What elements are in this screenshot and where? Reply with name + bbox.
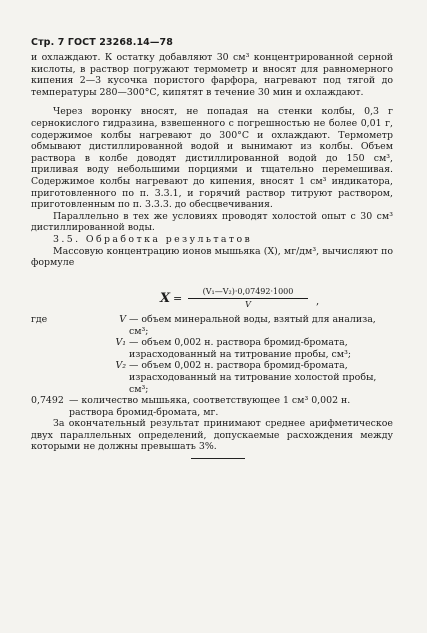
variable-definitions — [31, 314, 393, 418]
definition-text: — объем минеральной воды, взятый для анализа, см³; — [129, 314, 376, 337]
paragraph-cooling: и охлаждают. К остатку добавляют 30 см³ концентрированной серной кислоты, в раствор погружают термометр и вносят для равномерного кипения 2—3 кусочка пористого фарфора, нагревают под тягой до температуры 280—300°С, кипятят в течение 30 мин и охлаждают. — [31, 52, 393, 98]
paragraph-formula-intro: Массовую концентрацию ионов мышьяка (X), мг/дм³, вычисляют по формуле — [31, 245, 393, 269]
definition-symbol: V₂ — [115, 360, 126, 372]
paragraph-blank-test: Параллельно в тех же условиях проводят холостой опыт с 30 см³ дистиллированной воды. — [31, 210, 393, 234]
formula-comma: , — [316, 296, 320, 307]
definition-constant — [31, 395, 393, 418]
definition-symbol: V — [119, 314, 126, 325]
end-of-text-rule — [191, 458, 245, 459]
section-heading-results: 3.5. Обработка результатов — [53, 233, 253, 245]
definition-symbol: V₁ — [115, 337, 126, 349]
definition-symbol: 0,7492 — [31, 395, 64, 407]
body-text-conclusion — [31, 418, 393, 453]
paragraph-final-result: За окончательный результат принимают среднее арифметическое двух параллельных определений, допускаемые расхождения между которыми не должны превышать 3%. — [31, 418, 393, 453]
definition-v2 — [31, 360, 393, 395]
definition-v1 — [31, 337, 393, 360]
fraction-bar — [188, 298, 308, 299]
definition-text: — объем 0,002 н. раствора бромид-бромата, израсходованный на титрование холостой пробы, см³; — [129, 360, 377, 395]
body-text-upper — [31, 52, 393, 269]
definition-prefix: где — [31, 314, 48, 325]
definition-text: — количество мышьяка, соответствующее 1 см³ 0,002 н. раствора бромид-бромата, мг. — [69, 395, 351, 418]
formula-fraction — [188, 286, 308, 310]
formula-denominator: V — [245, 300, 251, 309]
formula-numerator: (V₁—V₂)·0,07492·1000 — [202, 287, 294, 296]
definition-text: — объем 0,002 н. раствора бромид-бромата, израсходованный на титрование пробы, см³; — [129, 337, 352, 360]
definition-v — [31, 314, 393, 337]
formula-lhs: X — [160, 291, 171, 306]
formula-equals: = — [173, 292, 183, 305]
arsenic-formula — [160, 286, 320, 314]
running-header: Стр. 7 ГОСТ 23268.14—78 — [31, 37, 173, 48]
paragraph-hydrazine: Через воронку вносят, не попадая на стенки колбы, 0,3 г сернокислого гидразина, взвешенного с погрешностью не более 0,01 г, содержимое колбы нагревают до 300°С и охлаждают. Термометр обмывают дистиллированной водой и вынимают из колбы. Объем раствора в колбе доводят дистиллированной водой до 150 см³, приливая воду небольшими порциями и тщательно перемешивая. Содержимое колбы нагревают до кипения, вносят 1 см³ индикатора, приготовленного по п. 3.3.1, и горячий раствор титруют раствором, приготовленным по п. 3.3.3. до обесцвечивания. — [31, 106, 393, 211]
